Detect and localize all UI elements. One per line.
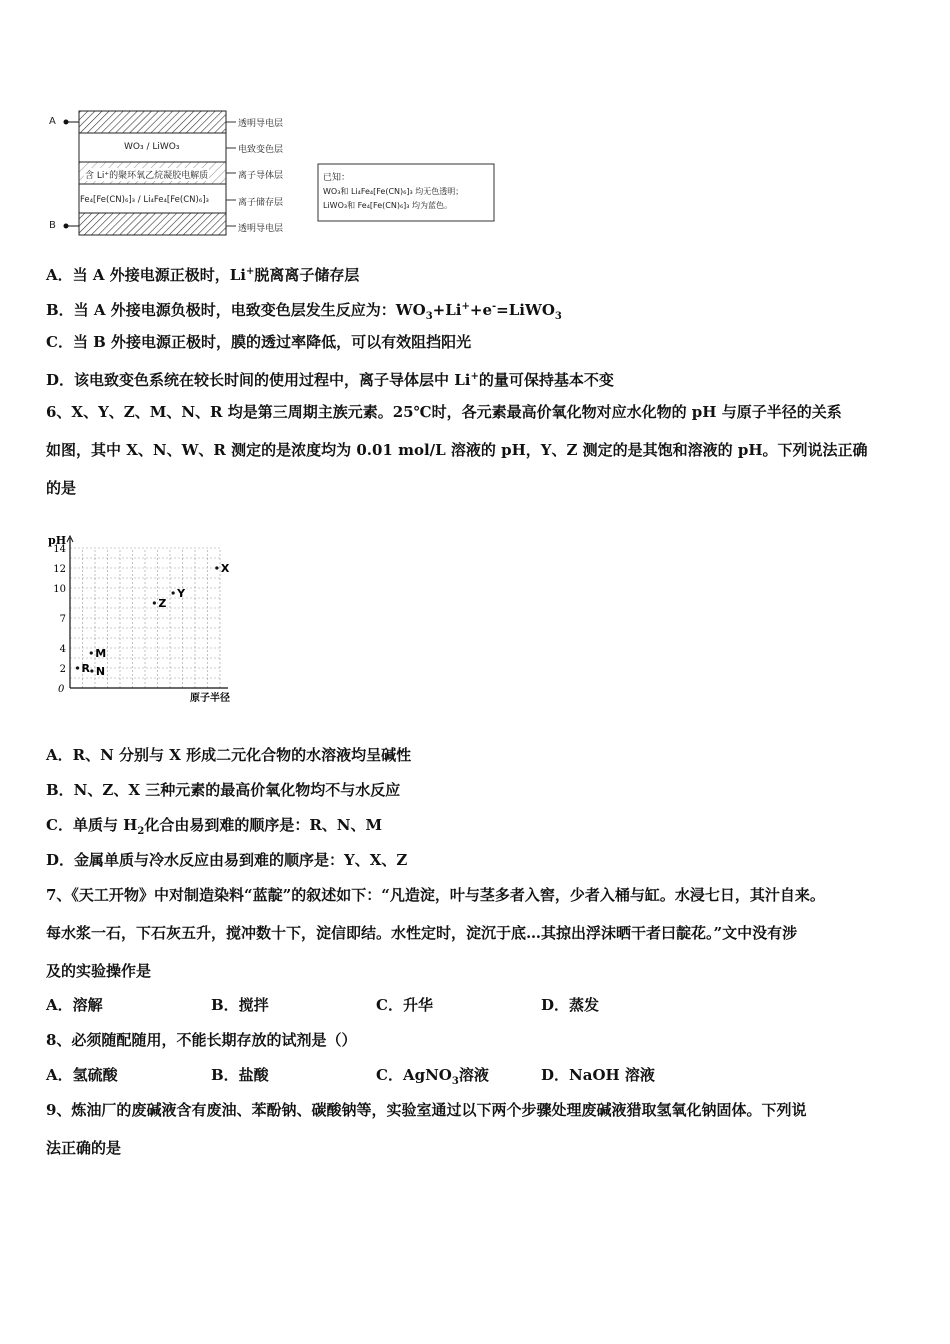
y-axis-label: pH — [48, 534, 67, 547]
point-label-y: Y — [177, 587, 186, 600]
q6-option-b: B．N、Z、X 三种元素的最高价氧化物均不与水反应 — [46, 781, 401, 799]
point-label-m: M — [95, 647, 107, 660]
layer-top-conductive-name: 透明导电层 — [238, 119, 284, 129]
q7-stem-line-1: 7、《天工开物》中对制造染料“蓝靛”的叙述如下：“凡造淀，叶与茎多者入窖，少者入桶与缸。水浸七日，其汁自来。 — [46, 886, 825, 904]
point-label-z: Z — [158, 597, 167, 610]
point-x — [215, 566, 218, 569]
q6-option-a: A．R、N 分别与 X 形成二元化合物的水溶液均呈碱性 — [46, 746, 412, 764]
q7-stem-line-3: 及的实验操作是 — [46, 962, 152, 980]
ph-radius-chart — [40, 528, 240, 708]
point-label-x: X — [220, 562, 230, 575]
layer-electrochromic-name: 电致变色层 — [238, 145, 284, 155]
q5-option-a: A．当 A 外接电源正极时，Li+脱离离子储存层 — [46, 266, 360, 284]
q6-stem-line-2: 如图，其中 X、N、W、R 测定的是浓度均为 0.01 mol/L 溶液的 pH，Y、Z 测定的是其饱和溶液的 pH。下列说法正确 — [46, 441, 868, 459]
q6-stem-line-1: 6、X、Y、Z、M、N、R 均是第三周期主族元素。25℃时，各元素最高价氧化物对应水化物的 pH 与原子半径的关系 — [46, 403, 842, 421]
terminal-b-label: B — [49, 220, 56, 231]
q8-option-a: A．氢硫酸 — [46, 1066, 118, 1084]
q6-option-d: D．金属单质与冷水反应由易到难的顺序是：Y、X、Z — [46, 851, 408, 869]
ph-radius-chart-svg — [40, 528, 240, 708]
q5-option-c: C．当 B 外接电源正极时，膜的透过率降低，可以有效阻挡阳光 — [46, 333, 472, 351]
point-y — [172, 591, 175, 594]
q7-option-d: D．蒸发 — [541, 996, 600, 1014]
point-n — [90, 669, 93, 672]
note-line-2: LiWO₃和 Fe₄[Fe(CN)₆]₃ 均为蓝色。 — [323, 201, 453, 210]
x-axis-label: 原子半径 — [190, 693, 230, 704]
layer-storage-label: Fe₄[Fe(CN)₆]₃ / Li₄Fe₄[Fe(CN)₆]₃ — [80, 195, 209, 205]
q8-stem: 8、必须随配随用，不能长期存放的试剂是（） — [46, 1031, 357, 1049]
note-title: 已知： — [323, 173, 351, 183]
q6-option-c: C．单质与 $H_2$化合由易到难的顺序是：R、N、M — [46, 816, 383, 837]
layer-electrolyte-label: 含 Li⁺的聚环氧乙烷凝胶电解质 — [84, 168, 209, 181]
layer-ion-conductor-name: 离子导体层 — [238, 171, 284, 181]
point-z — [153, 601, 156, 604]
q8-option-d: D．NaOH 溶液 — [541, 1066, 655, 1084]
point-m — [90, 651, 93, 654]
y-tick-label: 7 — [59, 614, 66, 625]
q7-option-b: B．搅拌 — [211, 996, 269, 1014]
q7-stem-line-2: 每水浆一石，下石灰五升，搅冲数十下，淀信即结。水性定时，淀沉于底…其掠出浮沫晒干者曰靛花。”文中没有涉 — [46, 924, 798, 942]
note-line-1: WO₃和 Li₄Fe₄[Fe(CN)₆]₃ 均无色透明； — [323, 187, 464, 196]
point-r — [76, 666, 79, 669]
point-label-r: R — [81, 662, 90, 675]
q7-option-c: C．升华 — [376, 996, 433, 1014]
y-tick-label: 10 — [53, 584, 66, 595]
y-tick-label: 4 — [59, 644, 66, 655]
q8-option-b: B．盐酸 — [211, 1066, 269, 1084]
q7-option-a: A．溶解 — [46, 996, 103, 1014]
origin-label: 0 — [58, 684, 65, 695]
layer-wo3-label: WO₃ / LiWO₃ — [124, 142, 180, 152]
y-tick-label: 12 — [53, 564, 66, 575]
q9-stem-line-1: 9、炼油厂的废碱液含有废油、苯酚钠、碳酸钠等，实验室通过以下两个步骤处理废碱液猎取氢氧化钠固体。下列说 — [46, 1101, 807, 1119]
q5-option-b: B．当 A 外接电源负极时，电致变色层发生反应为：$WO_3+Li^++e^-=LiWO_3$ — [46, 301, 562, 322]
y-tick-label: 14 — [53, 544, 66, 555]
q8-option-c: C．AgNO$_3$溶液 — [376, 1066, 489, 1087]
q5-option-d: D．该电致变色系统在较长时间的使用过程中，离子导体层中 Li+的量可保持基本不变 — [46, 371, 614, 389]
q9-stem-line-2: 法正确的是 — [46, 1139, 122, 1157]
terminal-a-label: A — [49, 116, 56, 127]
point-label-n: N — [95, 665, 106, 678]
y-tick-label: 2 — [59, 664, 66, 675]
layer-ion-storage-name: 离子储存层 — [238, 198, 284, 208]
q6-stem-line-3: 的是 — [46, 479, 77, 497]
layer-bottom-conductive-name: 透明导电层 — [238, 224, 284, 234]
